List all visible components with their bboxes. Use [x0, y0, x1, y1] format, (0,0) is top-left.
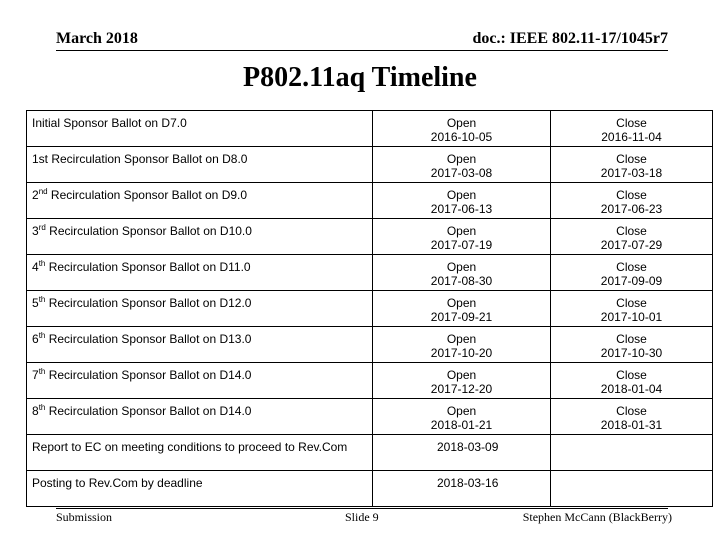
footer-author: Stephen McCann (BlackBerry)	[522, 510, 672, 524]
close-label: Close	[616, 188, 647, 202]
milestone-date: 2018-03-09	[373, 435, 551, 471]
table-row	[27, 363, 713, 399]
close-date: 2018-01-31	[600, 418, 663, 432]
close-label: Close	[616, 368, 647, 382]
empty-cell	[551, 435, 713, 471]
open-date: 2017-08-30	[430, 274, 493, 288]
close-cell	[551, 111, 713, 147]
open-label: Open	[446, 224, 477, 238]
close-cell	[551, 291, 713, 327]
close-cell	[551, 399, 713, 435]
header-doc-id: doc.: IEEE 802.11-17/1045r7	[472, 30, 668, 47]
ballot-name: 1st Recirculation Sponsor Ballot on D8.0	[32, 152, 248, 166]
open-cell	[373, 219, 551, 255]
close-cell	[551, 255, 713, 291]
ordinal-number: 3	[32, 224, 39, 238]
ballot-name-cell	[27, 183, 373, 219]
open-date: 2018-01-21	[430, 418, 493, 432]
open-label: Open	[446, 368, 477, 382]
ordinal-number: 8	[32, 404, 39, 418]
ballot-name: Recirculation Sponsor Ballot on D13.0	[45, 332, 252, 346]
open-cell	[373, 327, 551, 363]
footer-rule	[56, 508, 668, 509]
milestone-name: Report to EC on meeting conditions to proceed to Rev.Com	[27, 435, 373, 471]
ballot-name-cell	[27, 399, 373, 435]
close-date: 2017-06-23	[600, 202, 663, 216]
close-label: Close	[616, 332, 647, 346]
ballot-name-cell	[27, 147, 373, 183]
close-date: 2017-10-01	[600, 310, 663, 324]
ballot-name: Recirculation Sponsor Ballot on D12.0	[45, 296, 252, 310]
ballot-name-cell	[27, 111, 373, 147]
open-cell	[373, 111, 551, 147]
close-label: Close	[616, 224, 647, 238]
ballot-name: Initial Sponsor Ballot on D7.0	[32, 116, 187, 130]
table-row	[27, 471, 713, 507]
close-cell	[551, 147, 713, 183]
table-row	[27, 183, 713, 219]
milestone-name: Posting to Rev.Com by deadline	[27, 471, 373, 507]
close-date: 2016-11-04	[601, 130, 662, 144]
close-label: Close	[616, 260, 647, 274]
open-cell	[373, 291, 551, 327]
ordinal-number: 4	[32, 260, 39, 274]
timeline-table	[26, 110, 713, 507]
table-row	[27, 291, 713, 327]
table-row	[27, 327, 713, 363]
open-date: 2017-06-13	[430, 202, 493, 216]
open-label: Open	[446, 332, 477, 346]
open-date: 2017-07-19	[430, 238, 493, 252]
footer-slide-number: Slide 9	[345, 510, 379, 524]
ballot-name-cell	[27, 255, 373, 291]
close-cell	[551, 219, 713, 255]
close-label: Close	[616, 116, 647, 130]
ordinal-suffix: th	[38, 367, 46, 376]
close-date: 2017-09-09	[600, 274, 663, 288]
close-cell	[551, 183, 713, 219]
open-label: Open	[446, 188, 477, 202]
ballot-name-cell	[27, 363, 373, 399]
ordinal-number: 2	[32, 188, 39, 202]
table-row	[27, 399, 713, 435]
close-cell	[551, 327, 713, 363]
open-label: Open	[446, 404, 477, 418]
open-label: Open	[446, 260, 477, 274]
open-cell	[373, 399, 551, 435]
header-date: March 2018	[56, 30, 138, 47]
ordinal-suffix: rd	[38, 223, 46, 232]
close-date: 2017-07-29	[600, 238, 663, 252]
ordinal-suffix: th	[38, 295, 46, 304]
open-date: 2017-10-20	[430, 346, 493, 360]
open-date: 2017-12-20	[430, 382, 493, 396]
open-label: Open	[446, 152, 477, 166]
ballot-name-cell	[27, 327, 373, 363]
open-date: 2016-10-05	[430, 130, 493, 144]
milestone-date: 2018-03-16	[373, 471, 551, 507]
close-label: Close	[616, 152, 647, 166]
close-label: Close	[616, 296, 647, 310]
close-date: 2017-10-30	[600, 346, 663, 360]
open-cell	[373, 147, 551, 183]
ordinal-suffix: nd	[38, 187, 48, 196]
table-row	[27, 255, 713, 291]
ballot-name: Recirculation Sponsor Ballot on D11.0	[45, 260, 251, 274]
open-label: Open	[446, 116, 477, 130]
ordinal-number: 5	[32, 296, 39, 310]
close-cell	[551, 363, 713, 399]
empty-cell	[551, 471, 713, 507]
ordinal-suffix: th	[38, 259, 46, 268]
open-date: 2017-09-21	[430, 310, 493, 324]
ballot-name-cell	[27, 291, 373, 327]
ballot-name: Recirculation Sponsor Ballot on D14.0	[45, 404, 252, 418]
table-row	[27, 219, 713, 255]
open-cell	[373, 363, 551, 399]
close-date: 2018-01-04	[600, 382, 663, 396]
ordinal-suffix: th	[38, 403, 46, 412]
ordinal-number: 6	[32, 332, 39, 346]
ordinal-suffix: th	[38, 331, 46, 340]
close-label: Close	[616, 404, 647, 418]
ballot-name: Recirculation Sponsor Ballot on D10.0	[45, 224, 252, 238]
close-date: 2017-03-18	[600, 166, 663, 180]
ballot-name-cell	[27, 219, 373, 255]
table-row	[27, 147, 713, 183]
open-label: Open	[446, 296, 477, 310]
open-cell	[373, 183, 551, 219]
header-rule	[56, 50, 668, 51]
ordinal-number: 7	[32, 368, 39, 382]
table-row	[27, 435, 713, 471]
open-cell	[373, 255, 551, 291]
table-row	[27, 111, 713, 147]
open-date: 2017-03-08	[430, 166, 493, 180]
slide-title: P802.11aq Timeline	[243, 62, 477, 93]
ballot-name: Recirculation Sponsor Ballot on D9.0	[47, 188, 248, 202]
ballot-name: Recirculation Sponsor Ballot on D14.0	[45, 368, 252, 382]
footer-submission: Submission	[56, 510, 113, 524]
